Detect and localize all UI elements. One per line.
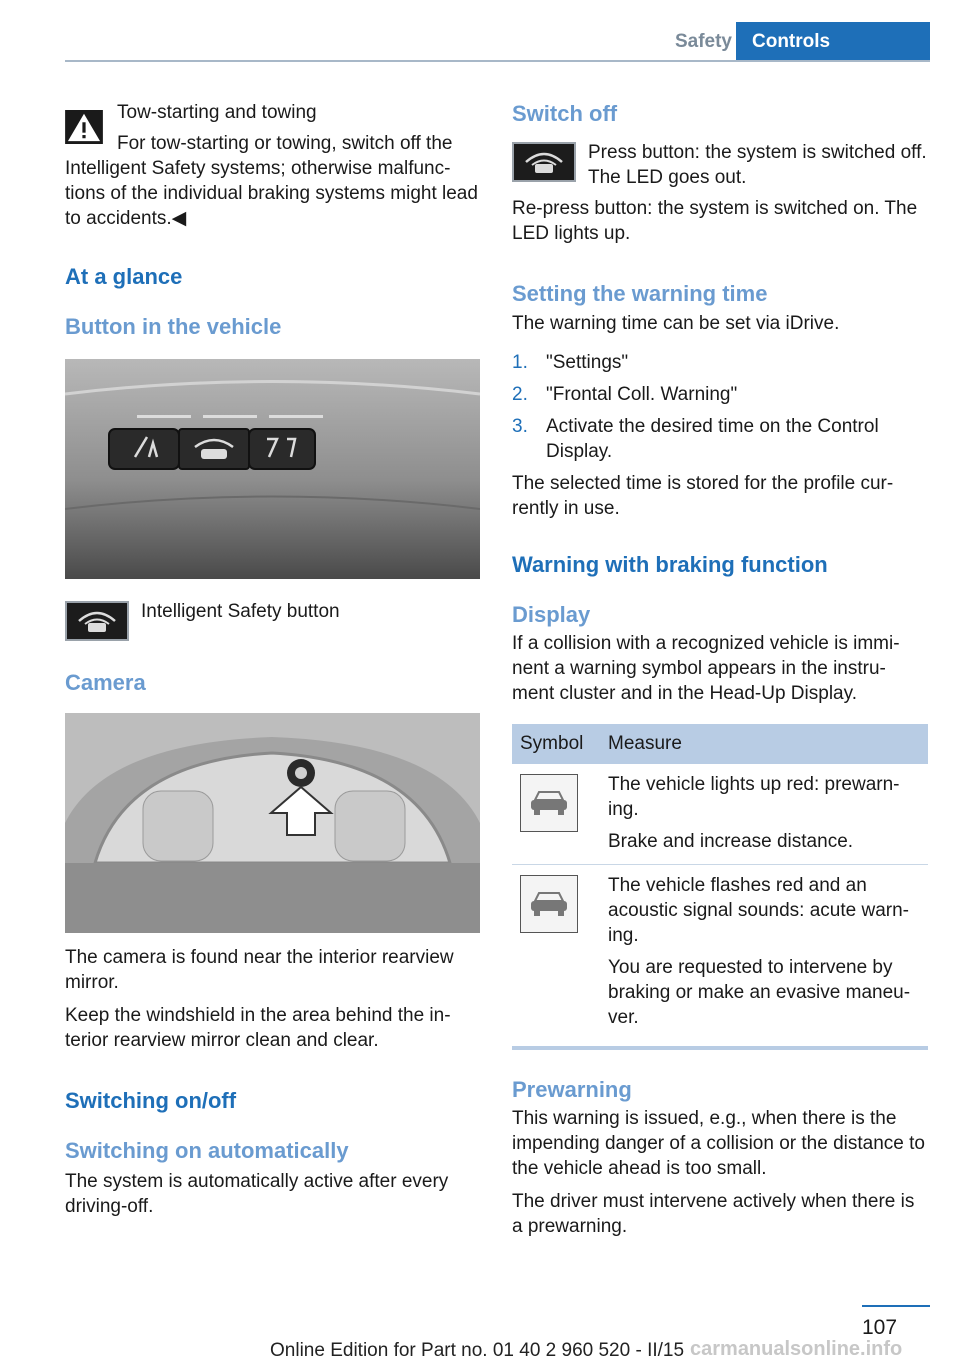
col-symbol: Symbol — [512, 724, 600, 764]
button-caption: Intelligent Safety button — [141, 601, 340, 622]
header-rule — [65, 60, 930, 62]
warning-block — [65, 100, 480, 156]
heading-switching-on-automatically: Switching on automatically — [65, 1138, 349, 1163]
footer-rule — [862, 1305, 930, 1307]
heading-warning-braking: Warning with braking function — [512, 552, 828, 577]
row2-measure: The vehicle flashes red and an acoustic signal sounds: acute warn‐ing. — [608, 875, 909, 946]
heading-setting-warning-time: Setting the warning time — [512, 281, 768, 306]
warning-triangle-icon — [65, 110, 103, 144]
row2-action: You are requested to intervene by braking or make an evasive maneu‐ver. — [608, 957, 911, 1028]
warning-title: Tow-starting and towing — [117, 102, 317, 123]
watermark: carmanualsonline.info — [690, 1338, 903, 1360]
list-item: 2. "Frontal Coll. Warning" — [512, 384, 738, 405]
prewarning-driver-text: The driver must intervene actively when there is a prewarning. — [512, 1191, 915, 1237]
warning-body: Intelligent Safety systems; otherwise malfunc‐tions of the individual braking systems might lead to accidents.◀ — [65, 158, 478, 229]
button-caption-row — [65, 599, 480, 641]
settings-steps — [512, 350, 928, 464]
list-item: 1. "Settings" — [512, 352, 629, 373]
table-header-row — [512, 724, 928, 764]
table-row — [512, 764, 928, 865]
intelligent-safety-icon — [65, 601, 129, 641]
prewarning-text: This warning is issued, e.g., when there is the impending danger of a collision or the distance to the vehicle ahead is too small. — [512, 1108, 925, 1179]
intelligent-safety-icon — [512, 142, 576, 182]
col-measure: Measure — [600, 724, 928, 764]
vehicle-warning-symbol-icon — [520, 774, 578, 832]
switch-off-row — [512, 140, 928, 190]
edition-text: Online Edition for Part no. 01 40 2 960 520 - II/15 — [270, 1340, 685, 1361]
warning-time-intro: The warning time can be set via iDrive. — [512, 313, 840, 334]
heading-display: Display — [512, 602, 591, 627]
warning-body-first: For tow-starting or towing, switch off the — [117, 133, 453, 154]
row1-action: Brake and increase distance. — [608, 831, 854, 852]
display-text: If a collision with a recognized vehicle is immi‐nent a warning symbol appears in the instru‐ment cluster and in the Head-Up Display. — [512, 633, 900, 704]
table-end-rule — [512, 1046, 928, 1050]
table-row — [512, 865, 928, 1041]
left-column — [65, 100, 480, 1219]
heading-prewarning: Prewarning — [512, 1077, 632, 1102]
right-column — [512, 100, 928, 1239]
camera-location-text: The camera is found near the interior rearview mirror. — [65, 947, 454, 993]
switch-off-text: Press button: the system is switched off. The LED goes out. — [588, 142, 927, 188]
heading-switching-on-off: Switching on/off — [65, 1088, 237, 1113]
heading-camera: Camera — [65, 670, 146, 695]
symbol-table — [512, 724, 928, 1040]
list-item: 3. Activate the desired time on the Control Display. — [512, 416, 879, 462]
camera-clean-text: Keep the windshield in the area behind the in‐terior rearview mirror clean and clear. — [65, 1005, 451, 1051]
auto-active-text: The system is automatically active after every driving-off. — [65, 1171, 449, 1217]
header-chapter: Controls — [736, 22, 930, 62]
vehicle-warning-symbol-icon — [520, 875, 578, 933]
heading-switch-off: Switch off — [512, 101, 618, 126]
heading-at-a-glance: At a glance — [65, 264, 183, 289]
page-number: 107 — [862, 1316, 898, 1339]
row1-measure: The vehicle lights up red: prewarn‐ing. — [608, 774, 900, 820]
repress-text: Re-press button: the system is switched on. The LED lights up. — [512, 198, 918, 244]
stored-text: The selected time is stored for the profile cur‐rently in use. — [512, 473, 894, 519]
camera-photo — [65, 713, 480, 933]
button-photo — [65, 359, 480, 579]
header-section: Safety — [674, 31, 732, 52]
heading-button-in-vehicle: Button in the vehicle — [65, 314, 282, 339]
